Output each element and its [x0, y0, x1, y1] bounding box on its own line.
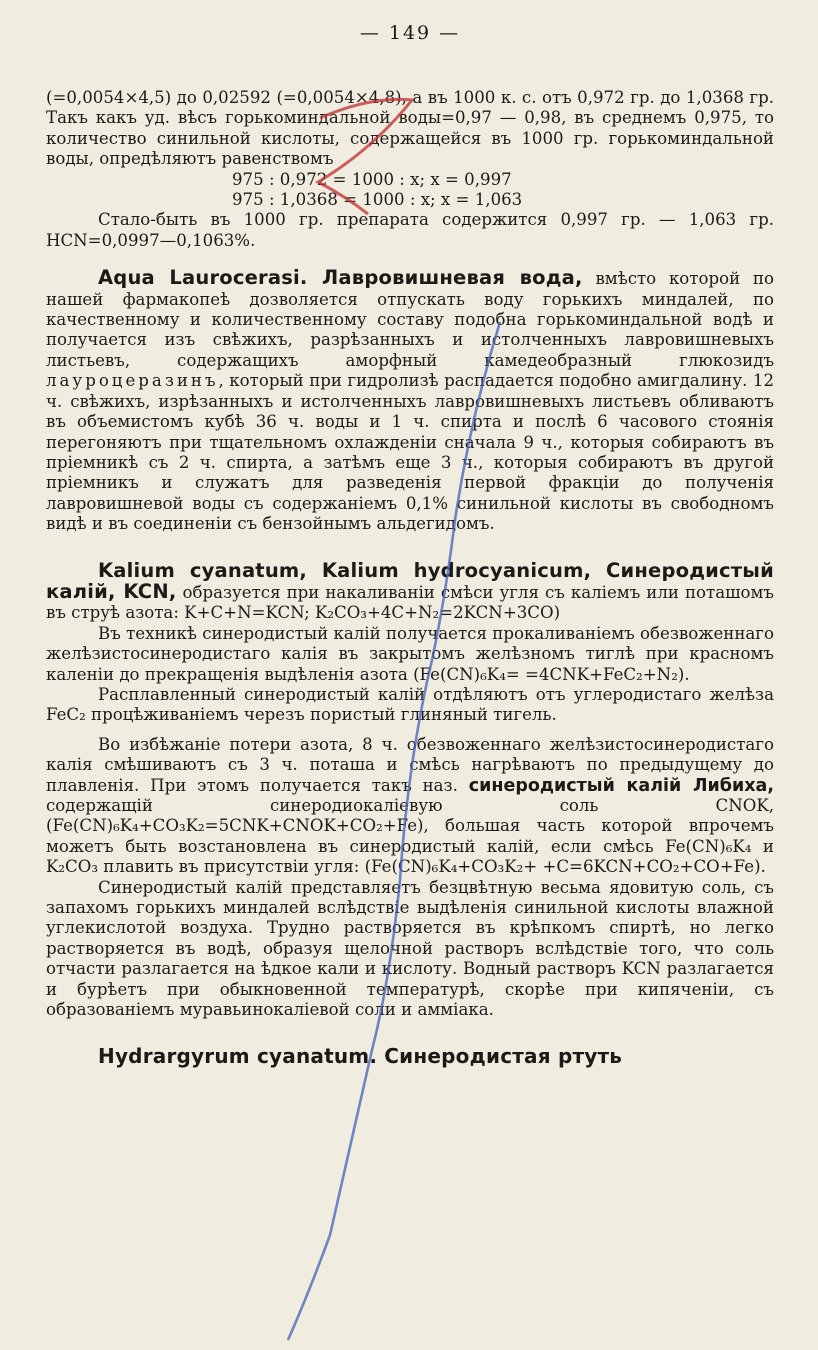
laurocerasi-text-b: , который при гидролизѣ распадается подобно амигдалину. 12 ч. свѣжихъ, изрѣзанныхъ и истолченныхъ лавровишневыхъ листьевъ обливаютъ въ объемистомъ кубѣ 36 ч. воды и 1 ч. спирта и послѣ 6 часового стоянія перегоняютъ при тщательномъ охлажденіи сначала 9 ч., которыя собираютъ въ пріемникѣ съ 2 ч. спирта, а затѣмъ еще 3 ч., которыя собираютъ въ другой пріемникъ и служатъ для разведенія первой фракціи до полученія лавровишневой воды съ содержаніемъ 0,1% синильной кислоты въ свободномъ видѣ и въ соединеніи съ бензойнымъ альдегидомъ. [46, 371, 774, 534]
kalium-paragraph-3: Расплавленный синеродистый калій отдѣляютъ отъ углеродистаго желѣза FeC₂ процѣживаніемъ черезъ пористый глиняный тигель. [46, 684, 774, 725]
equation-1: 975 : 0,972 = 1000 : x; x = 0,997 [232, 169, 512, 189]
kalium-p4-text-b: содержащій синеродиокаліевую соль CNOK, (Fe(CN)₆K₄+CO₃K₂=5CNK+CNOK+CO₂+Fe), большая часть которой впрочемъ можетъ быть возстановлена въ синеродистый калій, если смѣсь Fe(CN)₆K₄ и K₂CO₃ плавить въ присутствіи угля: (Fe(CN)₆K₄+CO₃K₂+ +C=6KCN+CO₂+CO+Fe). [46, 796, 774, 877]
kalium-paragraph-2: Въ техникѣ синеродистый калій получается прокаливаніемъ обезвоженнаго желѣзистосинеродистаго калія въ закрытомъ желѣзномъ тиглѣ при красномъ каленіи до прекращенія выдѣленія азота (Fe(CN)₆K₄= =4CNK+FeC₂+N₂). [46, 623, 774, 684]
kalium-paragraph-5: Синеродистый калій представляетъ безцвѣтную весьма ядовитую соль, съ запахомъ горькихъ миндалей вслѣдствіе выдѣленія синильной кислоты влажной углекислотой воздуха. Трудно растворяется въ крѣпкомъ спиртѣ, но легко растворяется въ водѣ, образуя щелочной растворъ вслѣдствіе того, что соль отчасти разлагается на ѣдкое кали и кислоту. Водный растворъ KCN разлагается и бурѣетъ при обыкновенной температурѣ, скорѣе при кипяченіи, съ образованіемъ муравьинокаліевой соли и амміака. [46, 877, 774, 1020]
page-number: — 149 — [359, 22, 461, 44]
kalium-paragraph-4 [46, 735, 774, 878]
hydrargyrum-heading: Hydrargyrum cyanatum. Синеродистая ртуть [98, 1044, 623, 1069]
kalium-heading: Kalium cyanatum, Kalium hydrocyanicum, Синеродистый калій, KCN, [46, 558, 774, 603]
laurocerasi-text-a: вмѣсто которой по нашей фармакопеѣ дозволяется отпускать воду горькихъ миндалей, по качественному и количественному составу подобна горькоминдальной водѣ и получается изъ свѣжихъ, разрѣзанныхъ и истолченныхъ лавровишневыхъ листьевъ, содержащихъ аморфный камедеобразный глюкозидъ [46, 269, 774, 370]
laurocerasi-paragraph [46, 268, 774, 534]
laurocerasin-term: лауроцеразинъ [46, 371, 219, 391]
kalium-paragraph-1 [46, 558, 774, 624]
intro-paragraph: (=0,0054×4,5) до 0,02592 (=0,0054×4,8), а въ 1000 к. с. отъ 0,972 гр. до 1,0368 гр. Такъ какъ уд. вѣсъ горькоминдальной воды=0,97 — 0,98, въ среднемъ 0,975, то количество синильной кислоты, содержащейся въ 1000 гр. горькоминдальной воды, опредѣляютъ равенствомъ [46, 88, 774, 169]
liebig-term: синеродистый калій Либиха, [468, 775, 774, 796]
equation-2: 975 : 1,0368 = 1000 : x; x = 1,063 [232, 190, 523, 210]
result-paragraph: Стало-быть въ 1000 гр. препарата содержится 0,997 гр. — 1,063 гр. HCN=0,0997—0,1063%. [46, 210, 774, 250]
kalium-text-a: образуется при накаливаніи смѣси угля съ каліемъ или поташомъ въ струѣ азота: K+C+N=KCN; K₂CO₃+4C+N₂=2KCN+3CO) [46, 582, 774, 623]
kalium-p4-text-a: Во избѣжаніе потери азота, 8 ч. обезвоженнаго желѣзистосинеродистаго калія смѣшиваютъ съ 3 ч. поташа и смѣсь нагрѣваютъ по предыдущему до плавленія. При этомъ получается такъ наз. [46, 734, 774, 795]
laurocerasi-heading: Aqua Laurocerasi. Лавровишневая вода, [98, 266, 583, 290]
